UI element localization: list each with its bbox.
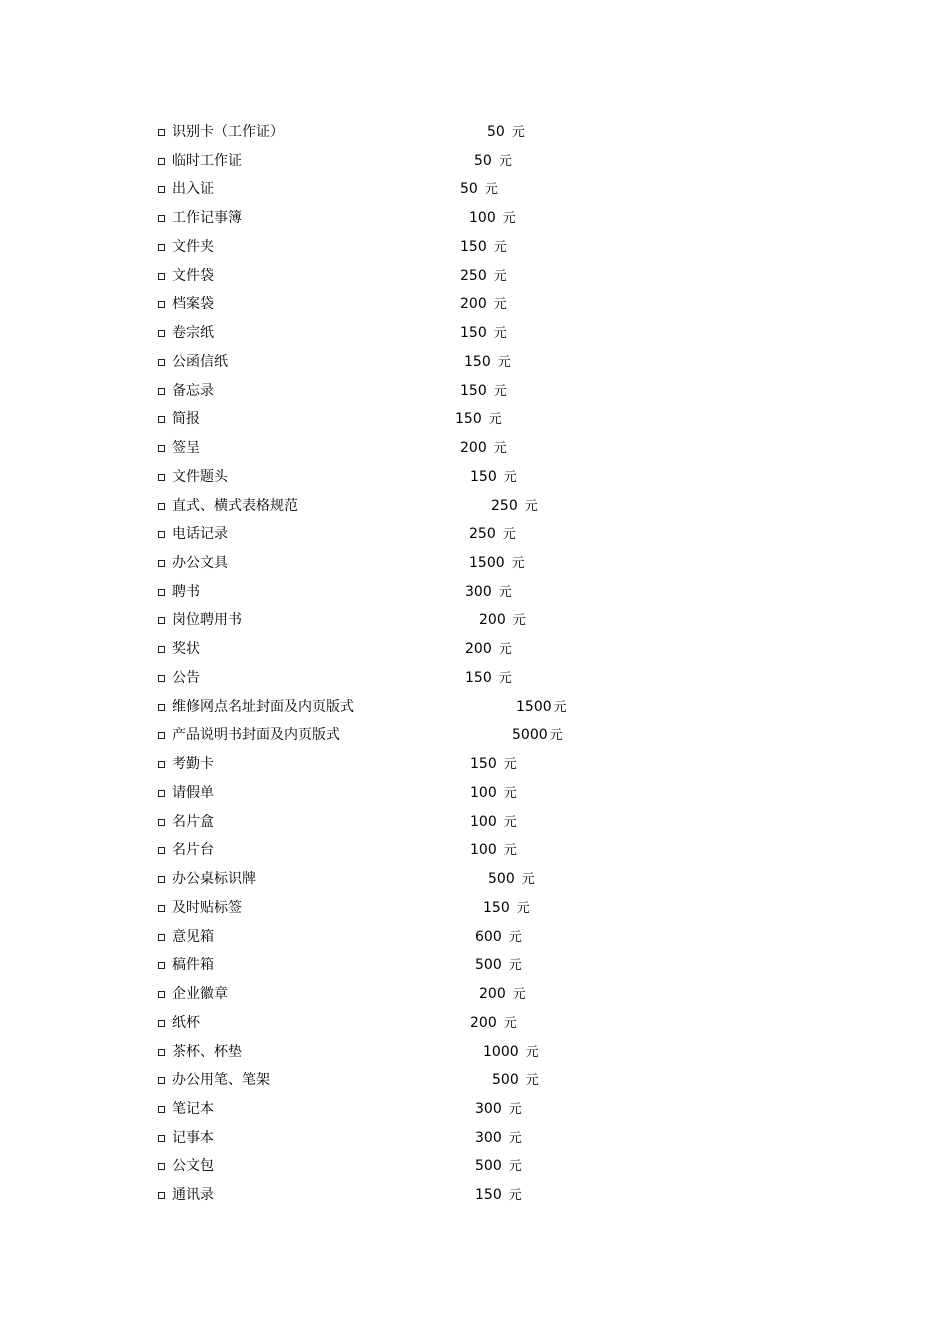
checkbox-square-icon (158, 1049, 165, 1056)
item-label: 考勤卡 (172, 756, 214, 773)
list-item (158, 175, 858, 204)
list-item (158, 377, 858, 406)
price-unit: 元 (524, 498, 538, 514)
price-unit: 元 (508, 929, 522, 945)
price-amount: 150 (455, 411, 482, 428)
list-item (158, 606, 858, 635)
price-amount: 50 (487, 124, 505, 140)
item-label: 电话记录 (172, 526, 228, 543)
price-unit: 元 (493, 441, 507, 457)
checkbox-square-icon (158, 445, 165, 452)
price-amount: 1500 (516, 698, 552, 715)
checkbox-square-icon (158, 790, 165, 797)
item-price (460, 175, 498, 205)
price-unit: 元 (516, 900, 530, 916)
price-amount: 200 (470, 1014, 497, 1031)
list-item (158, 233, 858, 262)
price-amount: 100 (470, 842, 497, 859)
checkbox-square-icon (158, 330, 165, 337)
price-amount: 200 (479, 612, 506, 629)
item-label: 维修网点名址封面及内页版式 (172, 698, 354, 715)
checkbox-square-icon (158, 819, 165, 826)
checkbox-square-icon (158, 273, 165, 280)
item-label: 请假单 (172, 784, 214, 801)
checkbox-square-icon (158, 301, 165, 308)
item-label: 及时贴标签 (172, 899, 242, 916)
checkbox-square-icon (158, 732, 165, 739)
item-price (491, 492, 538, 522)
price-unit: 元 (511, 556, 525, 572)
price-amount: 150 (460, 238, 487, 255)
item-label: 直式、横式表格规范 (172, 497, 298, 514)
price-amount: 500 (475, 1158, 502, 1175)
price-amount: 200 (460, 440, 487, 457)
price-unit: 元 (493, 326, 507, 342)
item-price (475, 1095, 522, 1125)
item-label: 办公桌标识牌 (172, 871, 256, 888)
item-label: 公告 (172, 669, 200, 686)
price-amount: 50 (460, 181, 478, 198)
item-price (479, 606, 526, 636)
list-item (158, 894, 858, 923)
checkbox-square-icon (158, 158, 165, 165)
list-item (158, 1066, 858, 1095)
price-amount: 500 (475, 957, 502, 974)
price-amount: 500 (492, 1072, 519, 1089)
checkbox-square-icon (158, 1106, 165, 1113)
checkbox-square-icon (158, 876, 165, 883)
item-label: 稿件箱 (172, 957, 214, 974)
price-list (158, 118, 858, 1210)
checkbox-square-icon (158, 617, 165, 624)
item-price (475, 951, 522, 981)
price-unit: 元 (508, 958, 522, 974)
price-amount: 150 (475, 1187, 502, 1204)
checkbox-square-icon (158, 129, 165, 136)
price-unit: 元 (503, 469, 517, 485)
checkbox-square-icon (158, 531, 165, 538)
price-unit: 元 (525, 1044, 539, 1060)
price-unit: 元 (512, 987, 526, 1003)
item-price (474, 147, 512, 177)
checkbox-square-icon (158, 359, 165, 366)
checkbox-square-icon (158, 416, 165, 423)
list-item (158, 549, 858, 578)
price-amount: 200 (479, 986, 506, 1003)
item-label: 简报 (172, 411, 200, 428)
price-unit: 元 (502, 527, 516, 543)
price-amount: 250 (460, 267, 487, 284)
list-item (158, 348, 858, 377)
list-item (158, 693, 858, 722)
price-unit: 元 (508, 1130, 522, 1146)
price-amount: 300 (465, 583, 492, 600)
list-item (158, 836, 858, 865)
item-price (483, 894, 530, 924)
price-unit: 元 (512, 613, 526, 629)
price-unit: 元 (503, 843, 517, 859)
item-price (475, 923, 522, 953)
item-price (470, 779, 517, 809)
price-amount: 100 (470, 784, 497, 801)
item-label: 岗位聘用书 (172, 612, 242, 629)
checkbox-square-icon (158, 934, 165, 941)
item-price (470, 1009, 517, 1039)
price-unit: 元 (525, 1073, 539, 1089)
item-label: 文件题头 (172, 468, 228, 485)
price-unit: 元 (497, 354, 511, 370)
list-item (158, 951, 858, 980)
price-amount: 1500 (469, 555, 505, 572)
price-amount: 150 (460, 382, 487, 399)
list-item (158, 980, 858, 1009)
price-amount: 600 (475, 928, 502, 945)
item-price (469, 520, 516, 550)
checkbox-square-icon (158, 991, 165, 998)
item-price (487, 118, 525, 148)
item-label: 临时工作证 (172, 152, 242, 169)
item-price (483, 1038, 539, 1068)
item-price (488, 865, 535, 895)
item-price (465, 578, 512, 608)
list-item (158, 808, 858, 837)
list-item (158, 204, 858, 233)
list-item (158, 463, 858, 492)
item-label: 工作记事簿 (172, 210, 242, 227)
checkbox-square-icon (158, 905, 165, 912)
price-unit: 元 (493, 268, 507, 284)
price-amount: 250 (469, 526, 496, 543)
checkbox-square-icon (158, 388, 165, 395)
list-item (158, 750, 858, 779)
item-price (516, 693, 567, 723)
item-price (469, 549, 525, 579)
list-item (158, 721, 858, 750)
list-item (158, 319, 858, 348)
list-item (158, 1095, 858, 1124)
price-amount: 150 (465, 669, 492, 686)
item-label: 名片盒 (172, 813, 214, 830)
item-label: 办公用笔、笔架 (172, 1072, 270, 1089)
price-amount: 500 (488, 871, 515, 888)
price-unit: 元 (498, 584, 512, 600)
price-amount: 200 (460, 296, 487, 313)
price-unit: 元 (503, 814, 517, 830)
list-item (158, 262, 858, 291)
checkbox-square-icon (158, 675, 165, 682)
price-unit: 元 (511, 125, 525, 140)
price-unit: 元 (508, 1101, 522, 1117)
checkbox-square-icon (158, 186, 165, 193)
item-price (512, 721, 563, 751)
list-item (158, 434, 858, 463)
list-item (158, 664, 858, 693)
price-amount: 100 (470, 813, 497, 830)
item-price (470, 836, 517, 866)
price-unit: 元 (549, 728, 563, 744)
item-price (464, 348, 511, 378)
checkbox-square-icon (158, 1020, 165, 1027)
item-label: 名片台 (172, 842, 214, 859)
item-price (465, 635, 512, 665)
list-item (158, 147, 858, 176)
price-amount: 150 (483, 899, 510, 916)
list-item (158, 865, 858, 894)
item-price (460, 233, 507, 263)
item-price (460, 290, 507, 320)
price-unit: 元 (498, 642, 512, 658)
checkbox-square-icon (158, 704, 165, 711)
list-item (158, 1038, 858, 1067)
item-price (475, 1181, 522, 1211)
price-unit: 元 (508, 1159, 522, 1175)
list-item (158, 118, 858, 147)
checkbox-square-icon (158, 1163, 165, 1170)
item-label: 公文包 (172, 1158, 214, 1175)
list-item (158, 290, 858, 319)
item-label: 备忘录 (172, 382, 214, 399)
price-amount: 300 (475, 1100, 502, 1117)
checkbox-square-icon (158, 589, 165, 596)
item-label: 记事本 (172, 1129, 214, 1146)
item-label: 茶杯、杯垫 (172, 1043, 242, 1060)
checkbox-square-icon (158, 244, 165, 251)
price-amount: 150 (460, 325, 487, 342)
list-item (158, 578, 858, 607)
item-label: 产品说明书封面及内页版式 (172, 727, 340, 744)
item-price (475, 1124, 522, 1154)
price-unit: 元 (493, 383, 507, 399)
price-unit: 元 (553, 699, 567, 715)
item-label: 通讯录 (172, 1187, 214, 1204)
price-unit: 元 (503, 1015, 517, 1031)
item-label: 意见箱 (172, 928, 214, 945)
price-amount: 200 (465, 641, 492, 658)
item-label: 企业徽章 (172, 986, 228, 1003)
checkbox-square-icon (158, 560, 165, 567)
item-price (470, 463, 517, 493)
price-unit: 元 (508, 1188, 522, 1204)
price-amount: 300 (475, 1129, 502, 1146)
item-label: 纸杯 (172, 1014, 200, 1031)
item-price (475, 1152, 522, 1182)
list-item (158, 635, 858, 664)
item-label: 文件袋 (172, 267, 214, 284)
checkbox-square-icon (158, 1135, 165, 1142)
item-price (479, 980, 526, 1010)
price-amount: 150 (464, 353, 491, 370)
item-price (492, 1066, 539, 1096)
item-price (470, 808, 517, 838)
price-unit: 元 (498, 670, 512, 686)
checkbox-square-icon (158, 503, 165, 510)
list-item (158, 405, 858, 434)
checkbox-square-icon (158, 215, 165, 222)
price-unit: 元 (493, 239, 507, 255)
item-label: 聘书 (172, 583, 200, 600)
item-label: 公函信纸 (172, 353, 228, 370)
price-amount: 5000 (512, 727, 548, 744)
checkbox-square-icon (158, 962, 165, 969)
item-label: 笔记本 (172, 1100, 214, 1117)
item-label: 文件夹 (172, 238, 214, 255)
price-amount: 250 (491, 497, 518, 514)
checkbox-square-icon (158, 474, 165, 481)
item-label: 识别卡（工作证） (172, 124, 284, 140)
checkbox-square-icon (158, 1077, 165, 1084)
list-item (158, 1009, 858, 1038)
item-label: 出入证 (172, 181, 214, 198)
list-item (158, 492, 858, 521)
list-item (158, 520, 858, 549)
checkbox-square-icon (158, 646, 165, 653)
list-item (158, 1152, 858, 1181)
price-unit: 元 (498, 153, 512, 169)
price-amount: 150 (470, 468, 497, 485)
item-price (460, 262, 507, 292)
item-price (469, 204, 516, 234)
checkbox-square-icon (158, 1192, 165, 1199)
item-price (470, 750, 517, 780)
item-price (460, 377, 507, 407)
checkbox-square-icon (158, 761, 165, 768)
price-unit: 元 (503, 757, 517, 773)
price-unit: 元 (484, 182, 498, 198)
list-item (158, 923, 858, 952)
price-amount: 150 (470, 756, 497, 773)
list-item (158, 779, 858, 808)
price-amount: 50 (474, 152, 492, 169)
list-item (158, 1181, 858, 1210)
checkbox-square-icon (158, 847, 165, 854)
item-price (465, 664, 512, 694)
item-label: 奖状 (172, 641, 200, 658)
item-price (460, 434, 507, 464)
item-label: 卷宗纸 (172, 325, 214, 342)
price-unit: 元 (502, 211, 516, 227)
price-unit: 元 (503, 785, 517, 801)
item-price (460, 319, 507, 349)
item-label: 签呈 (172, 440, 200, 457)
price-amount: 100 (469, 210, 496, 227)
price-unit: 元 (493, 297, 507, 313)
price-unit: 元 (488, 412, 502, 428)
item-price (455, 405, 502, 435)
price-amount: 1000 (483, 1043, 519, 1060)
item-label: 档案袋 (172, 296, 214, 313)
list-item (158, 1124, 858, 1153)
price-unit: 元 (521, 872, 535, 888)
item-label: 办公文具 (172, 555, 228, 572)
